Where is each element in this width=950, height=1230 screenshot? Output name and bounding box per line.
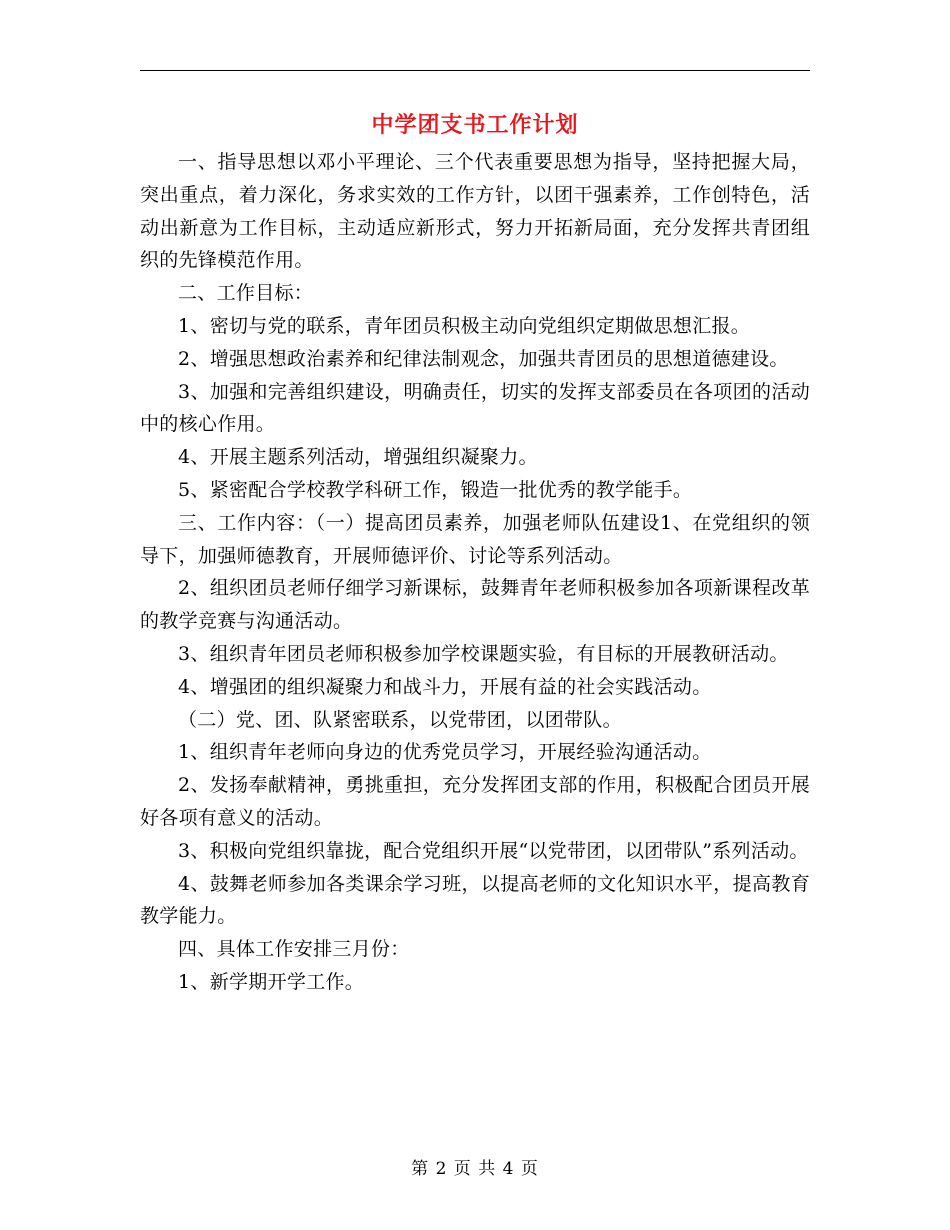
heading-schedule: 四、具体工作安排三月份：	[178, 938, 410, 961]
page-number: 第 2 页 共 4 页	[411, 1159, 539, 1179]
content-item-4: 4、增强团的组织凝聚力和战斗力，开展有益的社会实践活动。	[178, 675, 712, 698]
goal-item-3: 3、加强和完善组织建设，明确责任，切实的发挥支部委员在各项团的活动中的核心作用。	[140, 380, 810, 436]
party-item-1: 1、组织青年老师向身边的优秀党员学习，开展经验沟通活动。	[178, 741, 712, 764]
goal-item-4: 4、开展主题系列活动，增强组织凝聚力。	[178, 446, 538, 469]
schedule-item-1: 1、新学期开学工作。	[178, 970, 365, 993]
content-item-3: 3、组织青年团员老师积极参加学校课题实验，有目标的开展教研活动。	[178, 642, 789, 665]
goal-item-2: 2、增强思想政治素养和纪律法制观念，加强共青团员的思想道德建设。	[178, 347, 789, 370]
document-body	[140, 146, 810, 999]
party-item-3: 3、积极向党组织靠拢，配合党组织开展“以党带团，以团带队”系列活动。	[178, 839, 809, 862]
paragraph-guiding-ideology: 一、指导思想以邓小平理论、三个代表重要思想为指导，坚持把握大局，突出重点，着力深化，务求实效的工作方针，以团干强素养，工作创特色，活动出新意为工作目标，主动适应新形式，努力开拓新局面，充分发挥共青团组织的先锋模范作用。	[140, 151, 810, 272]
heading-work-content: 三、工作内容：（一）提高团员素养，加强老师队伍建设1、在党组织的领导下，加强师德教育，开展师德评价、讨论等系列活动。	[140, 511, 810, 567]
goal-item-1: 1、密切与党的联系，青年团员积极主动向党组织定期做思想汇报。	[178, 314, 751, 337]
heading-work-goals: 二、工作目标：	[178, 282, 314, 305]
subheading-party-league: （二）党、团、队紧密联系，以党带团，以团带队。	[178, 708, 622, 731]
content-item-2: 2、组织团员老师仔细学习新课标，鼓舞青年老师积极参加各项新课程改革的教学竞赛与沟通活动。	[140, 577, 810, 633]
header-rule	[140, 70, 810, 71]
party-item-4: 4、鼓舞老师参加各类课余学习班，以提高老师的文化知识水平，提高教育教学能力。	[140, 872, 810, 928]
goal-item-5: 5、紧密配合学校教学科研工作，锻造一批优秀的教学能手。	[178, 478, 693, 501]
document-title: 中学团支书工作计划	[371, 112, 579, 138]
party-item-2: 2、发扬奉献精神，勇挑重担，充分发挥团支部的作用，积极配合团员开展好各项有意义的活动。	[140, 774, 810, 829]
